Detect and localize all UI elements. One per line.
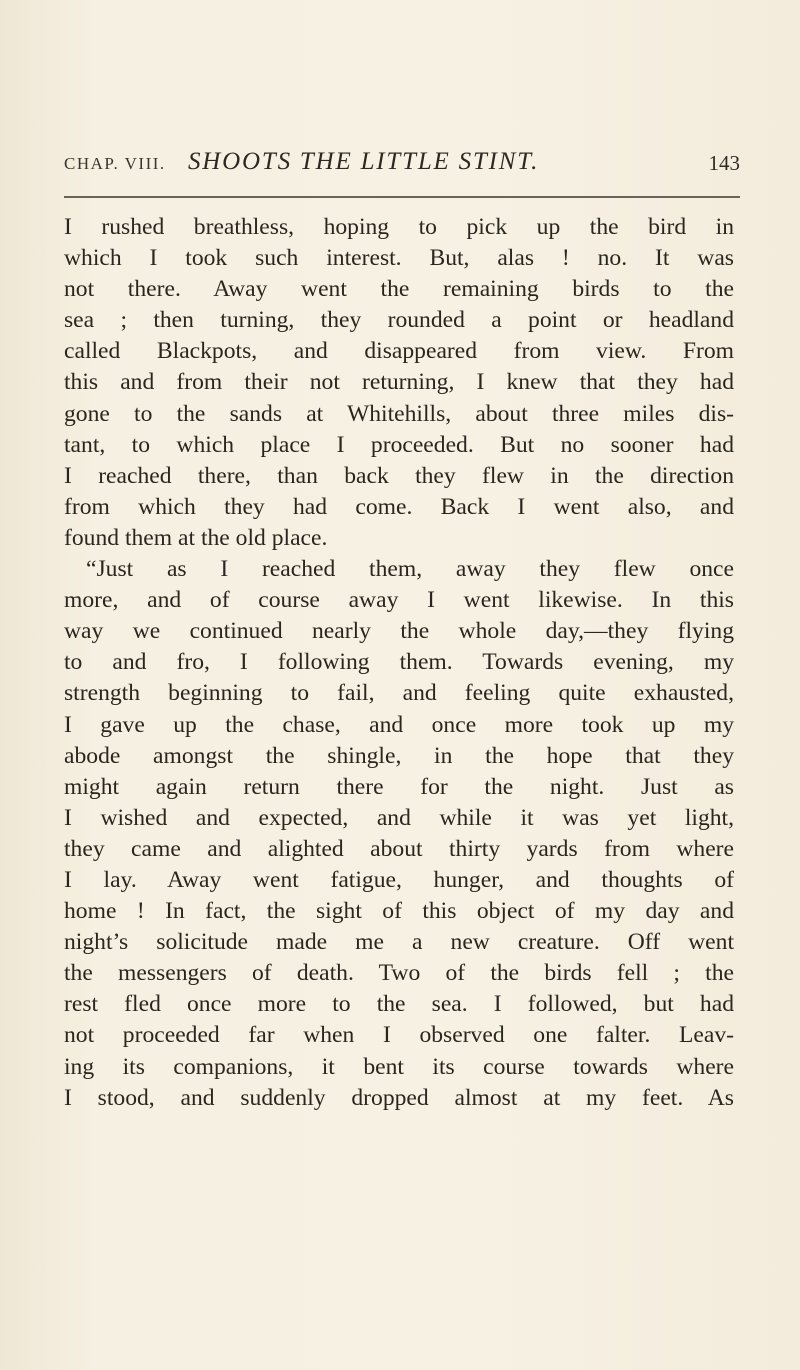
header-rule xyxy=(64,196,740,198)
text-line: home ! In fact, the sight of this object of my day and xyxy=(64,898,734,925)
text-line: not proceeded far when I observed one falter. Leav- xyxy=(64,1022,734,1049)
text-line: gone to the sands at Whitehills, about three miles dis- xyxy=(64,400,734,427)
text-line: to and fro, I following them. Towards evening, my xyxy=(64,649,734,676)
text-line: strength beginning to fail, and feeling quite exhausted, xyxy=(64,680,734,707)
text-line: called Blackpots, and disappeared from view. From xyxy=(64,338,734,365)
text-line: I gave up the chase, and once more took up my xyxy=(64,711,734,738)
body-text xyxy=(64,212,734,1114)
chapter-label: CHAP. VIII. xyxy=(64,154,166,173)
text-line: which I took such interest. But, alas ! no. It was xyxy=(64,245,734,272)
text-line: ing its companions, it bent its course towards where xyxy=(64,1053,734,1080)
text-line: abode amongst the shingle, in the hope that they xyxy=(64,742,734,769)
running-title: SHOOTS THE LITTLE STINT. xyxy=(188,148,540,175)
text-line: from which they had come. Back I went also, and xyxy=(64,493,734,520)
text-line: not there. Away went the remaining birds to the xyxy=(64,276,734,303)
running-header xyxy=(64,148,740,182)
text-line: this and from their not returning, I knew that they had xyxy=(64,369,734,396)
text-line: sea ; then turning, they rounded a point or headland xyxy=(64,307,734,334)
text-line: tant, to which place I proceeded. But no sooner had xyxy=(64,431,734,458)
text-line: I wished and expected, and while it was yet light, xyxy=(64,804,734,831)
text-line: more, and of course away I went likewise. In this xyxy=(64,587,734,614)
text-line: I lay. Away went fatigue, hunger, and thoughts of xyxy=(64,866,734,893)
text-line: the messengers of death. Two of the birds fell ; the xyxy=(64,960,734,987)
text-line: I reached there, than back they flew in the direction xyxy=(64,462,734,489)
text-line: night’s solicitude made me a new creature. Off went xyxy=(64,929,734,956)
text-line: found them at the old place. xyxy=(64,524,328,551)
text-line: rest fled once more to the sea. I followed, but had xyxy=(64,991,734,1018)
text-line: I stood, and suddenly dropped almost at my feet. As xyxy=(64,1084,734,1111)
text-line: “Just as I reached them, away they flew once xyxy=(86,556,734,583)
page-number: 143 xyxy=(708,151,740,175)
text-line: might again return there for the night. Just as xyxy=(64,773,734,800)
text-line: way we continued nearly the whole day,—they flying xyxy=(64,618,734,645)
text-line: they came and alighted about thirty yards from where xyxy=(64,835,734,862)
text-line: I rushed breathless, hoping to pick up the bird in xyxy=(64,214,734,240)
